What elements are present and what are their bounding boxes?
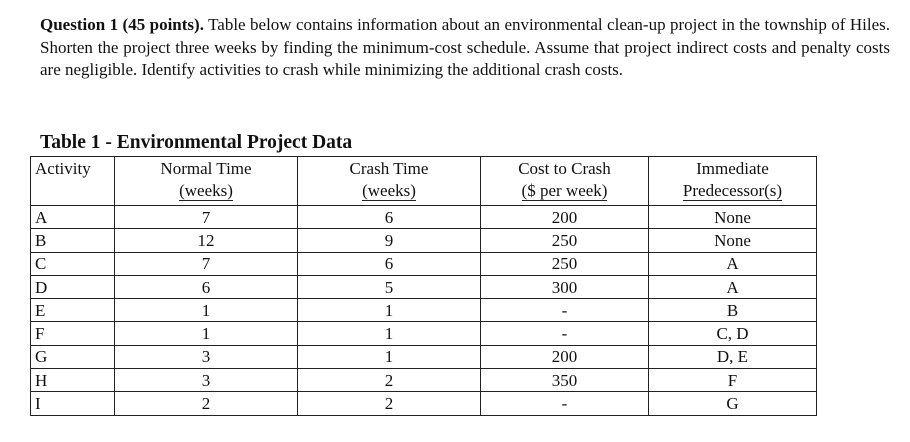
cell-activity: C	[31, 252, 115, 275]
cell-cost: -	[481, 322, 649, 345]
cell-activity: B	[31, 229, 115, 252]
header-crash-time	[298, 157, 481, 206]
header-pred-line1: Immediate	[696, 159, 769, 178]
table-row	[31, 252, 817, 275]
project-data-table	[30, 156, 817, 416]
cell-cost: 300	[481, 275, 649, 298]
table-row	[31, 206, 817, 229]
cell-cost: -	[481, 299, 649, 322]
cell-normal-time: 3	[115, 369, 298, 392]
cell-crash-time: 9	[298, 229, 481, 252]
cell-predecessors: C, D	[649, 322, 817, 345]
cell-normal-time: 12	[115, 229, 298, 252]
cell-crash-time: 1	[298, 345, 481, 368]
cell-cost: 200	[481, 345, 649, 368]
cell-activity: F	[31, 322, 115, 345]
cell-predecessors: D, E	[649, 345, 817, 368]
cell-cost: 200	[481, 206, 649, 229]
cell-normal-time: 6	[115, 275, 298, 298]
cell-predecessors: None	[649, 206, 817, 229]
header-activity	[31, 157, 115, 206]
header-crash-time-line1: Crash Time	[349, 159, 429, 178]
cell-crash-time: 1	[298, 299, 481, 322]
table-header-row	[31, 157, 817, 206]
header-cost-line1: Cost to Crash	[518, 159, 611, 178]
question-label: Question 1 (45 points).	[40, 15, 204, 34]
cell-predecessors: None	[649, 229, 817, 252]
header-normal-time-line2: (weeks)	[179, 181, 233, 200]
header-cost-to-crash	[481, 157, 649, 206]
cell-predecessors: A	[649, 275, 817, 298]
header-predecessors	[649, 157, 817, 206]
header-cost-line2: ($ per week)	[521, 181, 608, 200]
cell-crash-time: 5	[298, 275, 481, 298]
question-body: Table below contains information about an environmental clean-up project in the township of Hiles. Shorten the project three weeks by finding the minimum-cost schedule. Assume that project indirect costs and penalty costs are negligible. Identify activities to crash while minimizing the additional crash costs.	[40, 15, 890, 79]
table-row	[31, 275, 817, 298]
cell-cost: 250	[481, 229, 649, 252]
cell-predecessors: B	[649, 299, 817, 322]
table-row	[31, 392, 817, 415]
cell-activity: H	[31, 369, 115, 392]
cell-predecessors: F	[649, 369, 817, 392]
table-row	[31, 229, 817, 252]
table-row	[31, 345, 817, 368]
cell-crash-time: 6	[298, 206, 481, 229]
cell-cost: 350	[481, 369, 649, 392]
header-activity-label: Activity	[35, 159, 91, 178]
header-crash-time-line2: (weeks)	[362, 181, 416, 200]
table-row	[31, 369, 817, 392]
table-row	[31, 299, 817, 322]
cell-cost: 250	[481, 252, 649, 275]
header-pred-line2: Predecessor(s)	[682, 181, 783, 200]
cell-normal-time: 7	[115, 252, 298, 275]
cell-activity: D	[31, 275, 115, 298]
cell-cost: -	[481, 392, 649, 415]
cell-activity: G	[31, 345, 115, 368]
header-normal-time-line1: Normal Time	[160, 159, 252, 178]
table-title: Table 1 - Environmental Project Data	[40, 132, 353, 153]
table-row	[31, 322, 817, 345]
cell-crash-time: 6	[298, 252, 481, 275]
cell-normal-time: 3	[115, 345, 298, 368]
cell-crash-time: 1	[298, 322, 481, 345]
cell-predecessors: G	[649, 392, 817, 415]
cell-predecessors: A	[649, 252, 817, 275]
cell-activity: E	[31, 299, 115, 322]
cell-activity: A	[31, 206, 115, 229]
header-normal-time	[115, 157, 298, 206]
cell-activity: I	[31, 392, 115, 415]
cell-normal-time: 1	[115, 322, 298, 345]
cell-normal-time: 7	[115, 206, 298, 229]
cell-crash-time: 2	[298, 369, 481, 392]
cell-crash-time: 2	[298, 392, 481, 415]
cell-normal-time: 2	[115, 392, 298, 415]
cell-normal-time: 1	[115, 299, 298, 322]
question-text	[40, 14, 890, 82]
